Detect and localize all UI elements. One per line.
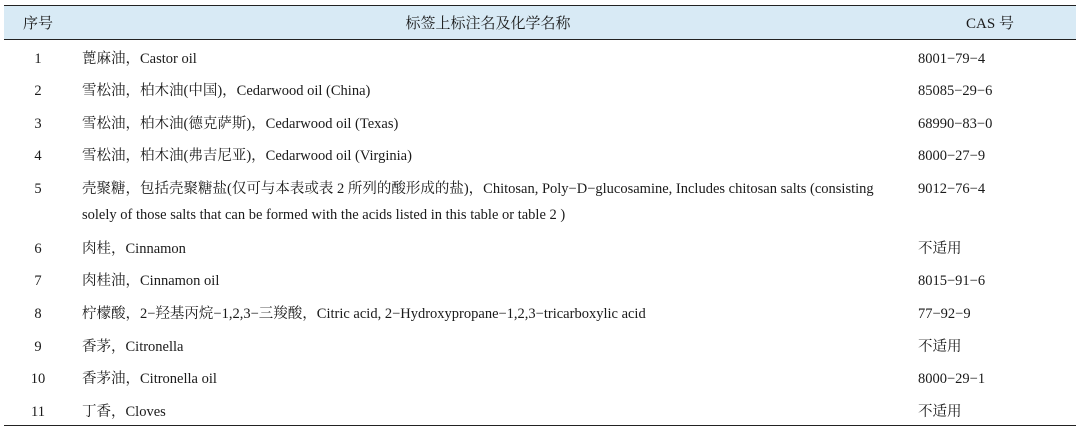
row-cas: 不适用 — [904, 393, 1076, 426]
row-name: 肉桂油，Cinnamon oil — [82, 273, 220, 290]
header-cas-number: CAS 号 — [904, 6, 1076, 40]
table-row — [4, 72, 1076, 105]
header-label-name: 标签上标注名及化学名称 — [72, 6, 904, 40]
table-row — [4, 230, 1076, 263]
header-serial-number: 序号 — [4, 6, 72, 40]
row-number: 4 — [34, 148, 42, 165]
row-cas: 8000−27−9 — [918, 148, 986, 165]
row-cas: 8000−29−1 — [918, 371, 986, 388]
row-cas: 9012−76−4 — [918, 180, 986, 197]
header-row — [4, 6, 1076, 40]
row-cas: 68990−83−0 — [918, 115, 993, 132]
table-row — [4, 105, 1076, 138]
table-row — [4, 393, 1076, 426]
row-number: 9 — [34, 338, 42, 355]
row-name: 雪松油，柏木油(德克萨斯)，Cedarwood oil (Texas) — [82, 115, 399, 132]
row-name: 香茅，Citronella — [82, 338, 184, 355]
row-number: 7 — [34, 273, 42, 290]
ingredient-table — [4, 5, 1076, 426]
table-row — [4, 262, 1076, 295]
row-number: 2 — [34, 83, 42, 100]
table-row — [4, 295, 1076, 328]
row-name: 柠檬酸，2−羟基丙烷−1,2,3−三羧酸，Citric acid, 2−Hydroxypropane−1,2,3−tricarboxylic acid — [82, 306, 646, 323]
row-number: 6 — [34, 240, 42, 257]
row-cas: 85085−29−6 — [918, 83, 993, 100]
table-row — [4, 170, 1076, 230]
table-header — [4, 6, 1076, 40]
row-cas: 8015−91−6 — [918, 273, 986, 290]
table-body — [4, 40, 1076, 426]
row-name: 蓖麻油，Castor oil — [82, 51, 197, 67]
table-row — [4, 360, 1076, 393]
row-name: 香茅油，Citronella oil — [82, 371, 217, 388]
row-name: 丁香，Cloves — [72, 393, 904, 426]
ingredient-table-container — [4, 5, 1076, 426]
row-cas: 8001−79−4 — [918, 51, 986, 67]
row-number: 10 — [30, 371, 46, 388]
row-name: 雪松油，柏木油(弗吉尼亚)，Cedarwood oil (Virginia) — [82, 148, 412, 165]
row-name: 壳聚糖，包括壳聚糖盐(仅可与本表或表 2 所列的酸形成的盐)，Chitosan, Poly−D−glucosamine, Includes chitosan salts (consisting solely of those salts that can be formed with the acids listed in this table or table 2 ) — [82, 180, 874, 223]
row-number: 11 — [4, 393, 72, 426]
row-number: 5 — [34, 180, 42, 197]
table-row — [4, 328, 1076, 361]
row-number: 3 — [34, 115, 42, 132]
row-cas: 77−92−9 — [918, 306, 971, 323]
row-name: 雪松油，柏木油(中国)，Cedarwood oil (China) — [82, 83, 371, 100]
row-cas: 不适用 — [918, 338, 962, 355]
row-number: 1 — [34, 51, 42, 67]
table-row — [4, 40, 1076, 73]
row-cas: 不适用 — [918, 240, 962, 257]
row-name: 肉桂，Cinnamon — [82, 240, 186, 257]
table-row — [4, 137, 1076, 170]
row-number: 8 — [34, 306, 42, 323]
